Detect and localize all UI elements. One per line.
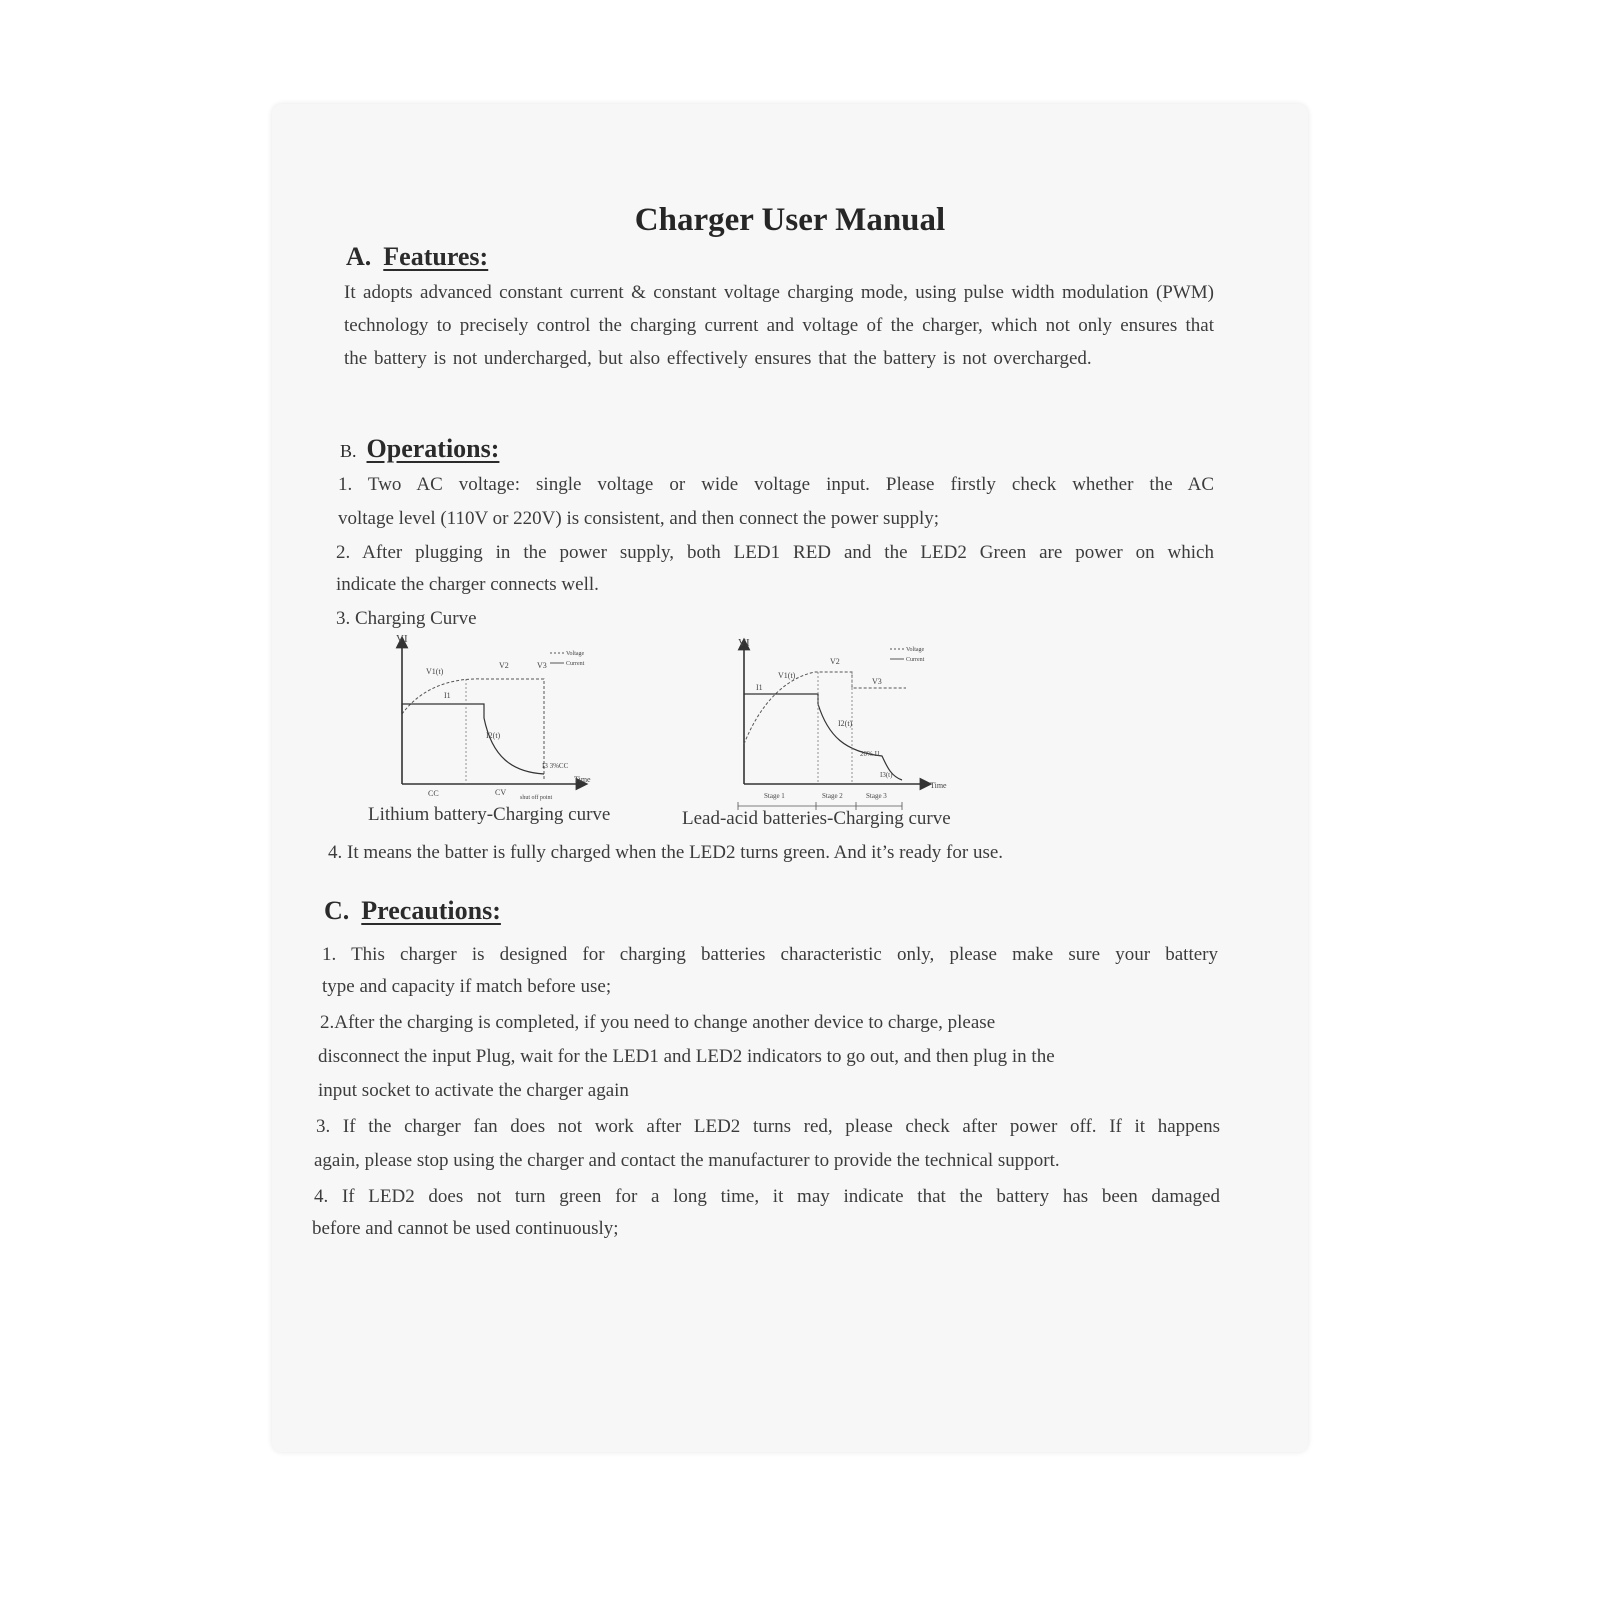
precautions-item1-line1: 1. This charger is designed for charging batteries characteristic only, please make sure your battery (322, 944, 1218, 965)
features-heading (346, 242, 488, 272)
page-title: Charger User Manual (634, 202, 946, 238)
stage-1-label: Stage 1 (764, 792, 785, 800)
features-body: It adopts advanced constant current & constant voltage charging mode, using pulse width modulation (PWM) technology to precisely control the charging current and voltage of the charger, which not only ensures that the battery is not undercharged, but also effectively ensures that the battery is not overcharged. (344, 282, 1214, 369)
lithium-i3-label: I3 3%CC (542, 762, 569, 770)
lithium-cc-label: CC (428, 789, 439, 798)
leadacid-x-label: Time (930, 781, 947, 790)
lithium-shutoff-label: shut off point (520, 795, 553, 801)
operations-item2-line2: indicate the charger connects well. (336, 574, 599, 595)
precautions-item4-line1: 4. If LED2 does not turn green for a long time, it may indicate that the battery has been damaged (314, 1186, 1220, 1207)
leadacid-y-label: VI (738, 637, 750, 649)
lithium-x-label: Time (574, 775, 591, 784)
lithium-current-curve (402, 704, 544, 774)
precautions-letter: C. (324, 896, 350, 925)
features-letter: A. (346, 242, 372, 271)
operations-heading (340, 434, 499, 464)
leadacid-legend-voltage: Voltage (906, 647, 925, 653)
operations-item1-line2: voltage level (110V or 220V) is consistent, and then connect the power supply; (338, 508, 940, 529)
leadacid-i3-label: I3(t) (880, 771, 893, 779)
lithium-cv-label: CV (495, 788, 507, 797)
leadacid-i2-label: I2(t) (838, 719, 853, 728)
precautions-item3-line2: again, please stop using the charger and contact the manufacturer to provide the technical support. (314, 1150, 1060, 1171)
lithium-v3-label: V3 (537, 661, 547, 670)
leadacid-chart-caption: Lead-acid batteries-Charging curve (682, 808, 951, 829)
precautions-heading (324, 896, 501, 926)
lithium-voltage-curve (402, 679, 544, 780)
leadacid-legend-current: Current (906, 657, 925, 663)
lithium-y-label: VI (396, 633, 408, 645)
lithium-i2-label: I2(t) (486, 731, 501, 740)
lithium-legend-voltage: Voltage (566, 651, 585, 657)
leadacid-v3-label: V3 (872, 677, 882, 686)
manual-page (272, 104, 1308, 1452)
operations-item4: 4. It means the batter is fully charged when the LED2 turns green. And it’s ready for use. (328, 842, 1004, 863)
lithium-v2-label: V2 (499, 661, 509, 670)
operations-item2-line1: 2. After plugging in the power supply, both LED1 RED and the LED2 Green are power on which (336, 542, 1214, 563)
lead-acid-charging-chart (730, 634, 990, 794)
lithium-charging-chart (382, 632, 622, 802)
lithium-chart-caption: Lithium battery-Charging curve (368, 804, 611, 825)
leadacid-v2-label: V2 (830, 657, 840, 666)
precautions-item2-line2: disconnect the input Plug, wait for the LED1 and LED2 indicators to go out, and then plug in the (318, 1046, 1055, 1067)
lithium-legend-current: Current (566, 661, 585, 667)
operations-item3: 3. Charging Curve (336, 608, 477, 629)
leadacid-current-curve (744, 694, 902, 780)
leadacid-i20-label: 20% I1 (860, 750, 881, 758)
lithium-i1-label: I1 (444, 691, 451, 700)
operations-item1-line1: 1. Two AC voltage: single voltage or wide voltage input. Please firstly check whether the AC (338, 474, 1214, 495)
precautions-item3-line1: 3. If the charger fan does not work after LED2 turns red, please check after power off. If it happens (316, 1116, 1220, 1137)
precautions-item2-line3: input socket to activate the charger again (318, 1080, 629, 1101)
leadacid-i1-label: I1 (756, 683, 763, 692)
stage-3-label: Stage 3 (866, 792, 887, 800)
operations-letter: B. (340, 441, 357, 461)
lithium-v1-label: V1(t) (426, 667, 444, 676)
precautions-item4-line2: before and cannot be used continuously; (312, 1218, 619, 1239)
precautions-item2-line1: 2.After the charging is completed, if you need to change another device to charge, please (320, 1012, 996, 1033)
features-title: Features: (383, 242, 489, 271)
leadacid-v1-label: V1(t) (778, 671, 796, 680)
precautions-item1-line2: type and capacity if match before use; (322, 976, 612, 997)
precautions-title: Precautions: (361, 896, 501, 925)
stage-2-label: Stage 2 (822, 792, 843, 800)
operations-title: Operations: (366, 434, 500, 463)
